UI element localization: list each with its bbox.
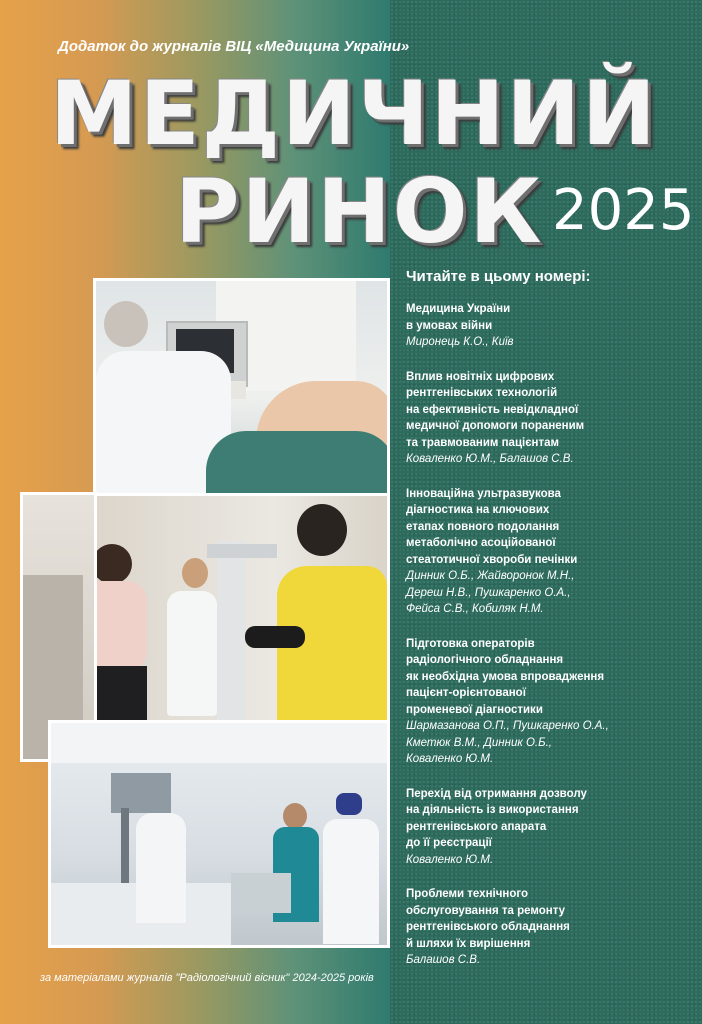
photo-ultrasound-exam xyxy=(93,278,390,496)
toc-article xyxy=(406,636,696,768)
table-of-contents xyxy=(406,268,696,987)
supplement-note: Додаток до журналів ВІЦ «Медицина України» xyxy=(58,38,410,55)
toc-article xyxy=(406,786,696,869)
masthead-title-line2: РИНОК xyxy=(175,160,544,263)
source-note: за матеріалами журналів "Радіологічний вісник" 2024-2025 років xyxy=(40,972,374,984)
article-authors: Миронець К.О., Київ xyxy=(406,336,514,348)
photo-hospital-ward xyxy=(48,720,390,948)
issue-year: 2025 xyxy=(552,178,695,243)
masthead-title-line1: МЕДИЧНИЙ xyxy=(50,62,658,165)
article-title: Інноваційна ультразвукова діагностика на ключових етапах повного подолання метаболічно асоційованої стеатотичної хвороби печінки xyxy=(406,487,578,566)
article-authors: Коваленко Ю.М., Балашов С.В. xyxy=(406,453,574,465)
toc-article xyxy=(406,486,696,618)
article-authors: Балашов С.В. xyxy=(406,954,481,966)
article-authors: Коваленко Ю.М. xyxy=(406,853,494,866)
article-title: Проблеми технічного обслуговування та ремонту рентгенівського обладнання й шляхи їх вирішення xyxy=(406,888,570,950)
toc-article xyxy=(406,301,696,351)
article-title: Медицина України в умовах війни xyxy=(406,303,511,332)
toc-article xyxy=(406,369,696,468)
article-title: Вплив новітніх цифрових рентгенівських технологій на ефективність невідкладної медичної допомоги пораненим та травмованим пацієнтам xyxy=(406,370,585,449)
photo-xray-positioning xyxy=(94,493,390,725)
toc-heading: Читайте в цьому номері: xyxy=(406,268,591,285)
article-title: Підготовка операторів радіологічного обладнання як необхідна умова впровадження пацієнт-орієнтованої променевої діагностики xyxy=(406,637,605,716)
toc-article xyxy=(406,886,696,969)
article-authors: Шармазанова О.П., Пушкаренко О.А., Кметюк В.М., Динник О.Б., Коваленко Ю.М. xyxy=(406,720,609,765)
article-authors: Динник О.Б., Жайворонок М.Н., Дереш Н.В., Пушкаренко О.А., Фейса С.В., Кобиляк Н.М. xyxy=(406,570,575,615)
article-title: Перехід від отримання дозволу на діяльність із використання рентгенівського апарата до її реєстрації xyxy=(406,787,587,849)
